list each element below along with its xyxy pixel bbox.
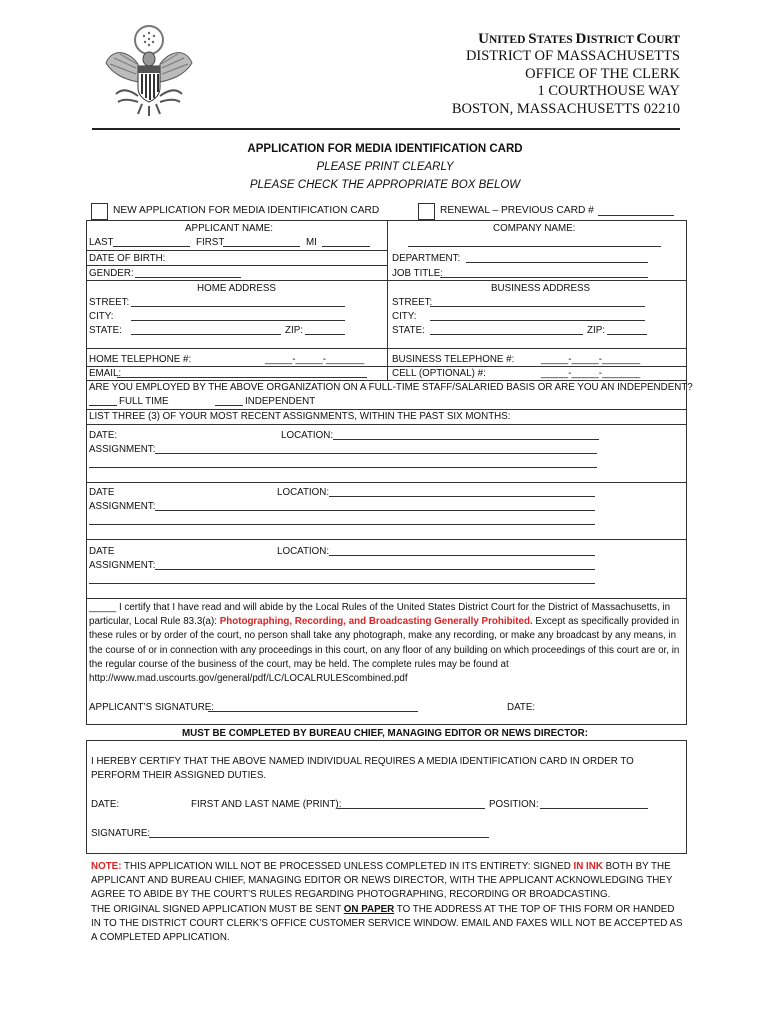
city-address: BOSTON, MASSACHUSETTS 02210 [451, 101, 680, 117]
applicant-signature-field[interactable] [208, 702, 418, 712]
assignment-1-field[interactable] [155, 444, 597, 454]
home-city-field[interactable] [131, 311, 345, 321]
district-name: DISTRICT OF MASSACHUSETTS [465, 48, 680, 64]
gender-label: GENDER: [89, 268, 134, 279]
last-name-label: LAST [89, 237, 114, 248]
independent-label: INDEPENDENT [245, 396, 316, 407]
bureau-signature-label: SIGNATURE: [91, 828, 151, 839]
home-state-label: STATE: [89, 325, 122, 336]
home-state-field[interactable] [131, 325, 281, 335]
independent-field[interactable] [215, 396, 243, 406]
home-address-heading: HOME ADDRESS [197, 283, 276, 294]
business-phone-field[interactable]: _____-_____-_______ [541, 354, 641, 365]
renewal-checkbox[interactable] [418, 203, 435, 220]
home-phone-label: HOME TELEPHONE #: [89, 354, 192, 365]
assignment-3-date-label: DATE [89, 546, 115, 557]
certification-check-field[interactable]: _____ [89, 602, 117, 613]
cell-label: CELL (OPTIONAL) #: [392, 368, 486, 379]
applicant-signature-label: APPLICANT’S SIGNATURE: [89, 702, 215, 713]
home-street-field[interactable] [131, 297, 345, 307]
check-box-instruction: PLEASE CHECK THE APPROPRIATE BOX BELOW [249, 179, 521, 191]
bureau-position-field[interactable] [540, 799, 648, 809]
home-street-label: STREET: [89, 297, 130, 308]
new-application-label: NEW APPLICATION FOR MEDIA IDENTIFICATION CARD [113, 205, 380, 216]
email-field[interactable] [117, 368, 367, 378]
bureau-position-label: POSITION: [489, 799, 539, 810]
job-title-label: JOB TITLE: [392, 268, 443, 279]
applicant-date-label: DATE: [507, 702, 536, 713]
assignment-2-assignment-label: ASSIGNMENT: [89, 501, 156, 512]
note-label: NOTE: [91, 861, 122, 872]
assignments-instruction: LIST THREE (3) OF YOUR MOST RECENT ASSIGNMENTS, WITHIN THE PAST SIX MONTHS: [89, 411, 511, 422]
applicant-name-heading: APPLICANT NAME: [185, 223, 274, 234]
job-title-field[interactable] [440, 268, 648, 278]
business-state-label: STATE: [392, 325, 425, 336]
department-label: DEPARTMENT: [392, 253, 461, 264]
company-name-field[interactable] [408, 237, 661, 247]
assignment-1-date-label: DATE: [89, 430, 118, 441]
business-phone-label: BUSINESS TELEPHONE #: [392, 354, 515, 365]
company-name-heading: COMPANY NAME: [493, 223, 576, 234]
gender-field[interactable] [135, 268, 241, 278]
business-city-label: CITY: [392, 311, 417, 322]
mi-label: MI [306, 237, 317, 248]
bureau-heading: MUST BE COMPLETED BY BUREAU CHIEF, MANAGING EDITOR OR NEWS DIRECTOR: [181, 728, 589, 739]
street-address: 1 COURTHOUSE WAY [537, 83, 680, 99]
department-field[interactable] [466, 253, 648, 263]
assignment-2-field[interactable] [155, 501, 595, 511]
previous-card-number-field[interactable] [598, 215, 674, 216]
form-title: APPLICATION FOR MEDIA IDENTIFICATION CARD [247, 143, 523, 155]
bureau-name-field[interactable] [337, 799, 485, 809]
business-zip-label: ZIP: [587, 325, 605, 336]
bureau-signature-field[interactable] [149, 828, 489, 838]
assignment-2-extra-line[interactable] [89, 524, 595, 525]
court-seal-eagle-logo [98, 18, 200, 118]
header-rule [92, 128, 680, 130]
rule-title: Photographing, Recording, and Broadcasting Generally Prohibited. [219, 616, 533, 628]
new-application-checkbox[interactable] [91, 203, 108, 220]
business-address-heading: BUSINESS ADDRESS [491, 283, 591, 294]
business-state-field[interactable] [430, 325, 583, 335]
assignment-2-date-label: DATE [89, 487, 115, 498]
mi-field[interactable] [322, 237, 370, 247]
bureau-date-label: DATE: [91, 799, 120, 810]
column-divider [387, 220, 388, 380]
home-city-label: CITY: [89, 311, 114, 322]
business-street-field[interactable] [430, 297, 645, 307]
bureau-name-label: FIRST AND LAST NAME (PRINT): [191, 799, 342, 810]
business-street-label: STREET: [392, 297, 433, 308]
email-label: EMAIL: [89, 368, 122, 379]
assignment-2-location-field[interactable] [329, 487, 595, 497]
certification-text: _____ I certify that I have read and will abide by the Local Rules of the United States District Court for the District of Massachusetts, in particular, Local Rule 83.3(a): Photographing, Recording, and Broadcasting Generally Prohibited. Except as specifically provided in these rules or by order of the court, no person shall take any photograph, make any recording, or make any broadcast by any means, in the course of or in connection with any proceedings in this court, on any floor of any building on which proceedings of this court are or, in the regular course of the business of the court, may be held. The complete rules may be found at http://www.mad.uscourts.gov/general/pdf/LC/LOCALRULEScombined.pdf [89, 602, 680, 685]
home-zip-label: ZIP: [285, 325, 303, 336]
employment-question: ARE YOU EMPLOYED BY THE ABOVE ORGANIZATION ON A FULL-TIME STAFF/SALARIED BASIS OR ARE YOU AN INDEPENDENT? [89, 382, 693, 393]
business-city-field[interactable] [430, 311, 645, 321]
assignment-3-location-field[interactable] [329, 546, 595, 556]
first-name-label: FIRST [196, 237, 225, 248]
bureau-certify-text: I HEREBY CERTIFY THAT THE ABOVE NAMED INDIVIDUAL REQUIRES A MEDIA IDENTIFICATION CARD IN ORDER TO PERFORM THEIR ASSIGNED DUTIES. [91, 756, 634, 782]
dob-label: DATE OF BIRTH: [89, 253, 166, 264]
assignment-1-assignment-label: ASSIGNMENT: [89, 444, 156, 455]
assignment-1-location-label: LOCATION: [281, 430, 334, 441]
assignment-3-location-label: LOCATION: [277, 546, 330, 557]
assignment-2-location-label: LOCATION: [277, 487, 330, 498]
assignment-1-extra-line[interactable] [89, 467, 597, 468]
assignment-3-assignment-label: ASSIGNMENT: [89, 560, 156, 571]
cell-field[interactable]: _____-_____-_______ [541, 368, 641, 379]
business-zip-field[interactable] [607, 325, 647, 335]
home-phone-field[interactable]: _____-_____-_______ [265, 354, 365, 365]
first-name-field[interactable] [223, 237, 300, 247]
assignment-3-field[interactable] [155, 560, 595, 570]
note-text: NOTE: THIS APPLICATION WILL NOT BE PROCESSED UNLESS COMPLETED IN ITS ENTIRETY: SIGNED IN INK BOTH BY THE APPLICANT AND BUREAU CHIEF, MANAGING EDITOR OR NEWS DIRECTOR, WITH THE APPLICANT ACKNOWLEDGING THEY AGREE TO ABIDE BY THE COURT’S RULES REGARDING PHOTOGRAPHING, RECORDING OR BROADCASTING. THE ORIGINAL SIGNED APPLICATION MUST BE SENT ON PAPER TO THE ADDRESS AT THE TOP OF THIS FORM OR HANDED IN TO THE DISTRICT COURT CLERK’S OFFICE CUSTOMER SERVICE WINDOW. EMAIL AND FAXES WILL NOT BE ACCEPTED AS A COMPLETED APPLICATION. [91, 861, 683, 944]
assignment-3-extra-line[interactable] [89, 583, 595, 584]
renewal-label: RENEWAL – PREVIOUS CARD # [440, 205, 594, 216]
full-time-label: FULL TIME [119, 396, 169, 407]
full-time-field[interactable] [89, 396, 117, 406]
assignment-1-location-field[interactable] [333, 430, 599, 440]
office-name: OFFICE OF THE CLERK [525, 66, 680, 82]
print-clearly-instruction: PLEASE PRINT CLEARLY [316, 161, 454, 173]
home-zip-field[interactable] [305, 325, 345, 335]
last-name-field[interactable] [113, 237, 190, 247]
court-name: UNITED STATES DISTRICT COURT [478, 31, 680, 47]
